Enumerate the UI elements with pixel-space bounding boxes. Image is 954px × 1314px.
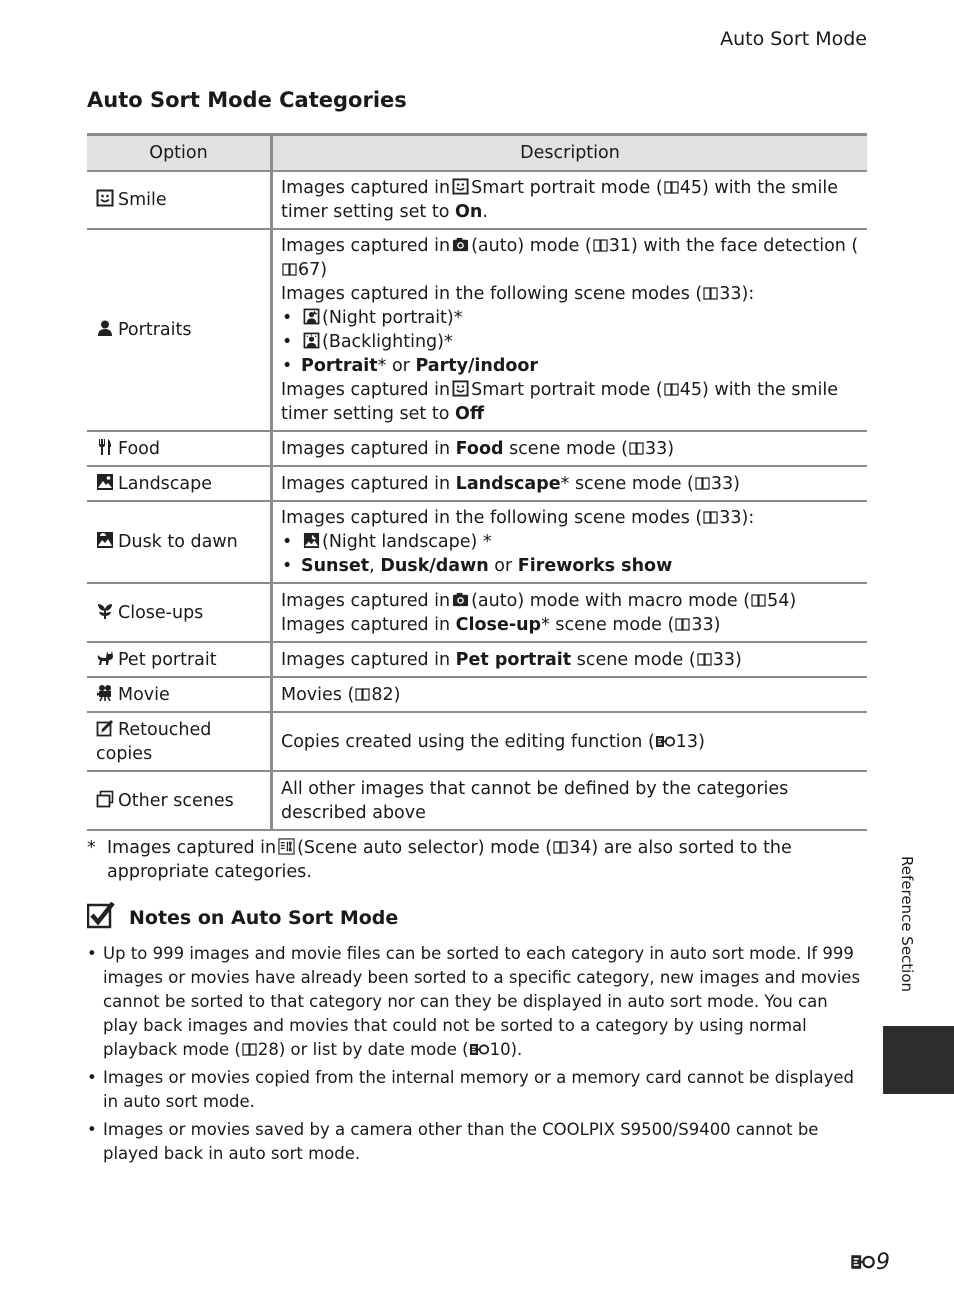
option-label: Movie (118, 684, 170, 705)
table-row (87, 466, 867, 501)
smile-portrait-icon (96, 189, 114, 207)
table-row (87, 229, 867, 431)
scene-mode-name: Close-up (455, 614, 542, 635)
book-ref-icon (751, 593, 766, 608)
book-ref-icon (593, 238, 608, 253)
description-text: Smart portrait mode ( (471, 380, 663, 400)
page-ref: 33 (645, 438, 668, 459)
option-label: Pet portrait (118, 649, 217, 670)
option-cell (87, 171, 272, 229)
camera-icon (452, 591, 469, 608)
option-cell (87, 677, 272, 712)
note-text: Images or movies copied from the internal memory or a memory card cannot be displayed in auto sort mode. (103, 1068, 854, 1111)
page-ref: 13 (675, 731, 699, 752)
column-header-option: Option (87, 135, 272, 172)
scene-mode-name: Sunset (301, 556, 370, 576)
option-cell (87, 771, 272, 830)
book-ref-icon (695, 476, 710, 491)
description-text: Images captured in (281, 178, 451, 198)
page-ref: 54 (767, 590, 790, 611)
description-text: ) (789, 590, 797, 611)
list-item (281, 306, 861, 330)
description-text: or (488, 556, 518, 576)
book-ref-icon (355, 687, 370, 702)
other-scenes-icon (96, 790, 114, 808)
option-cell (87, 642, 272, 677)
description-text: * scene mode ( (560, 473, 694, 494)
setting-value: Off (454, 404, 485, 424)
table-row (87, 642, 867, 677)
book-ref-icon (242, 1042, 257, 1057)
book-ref-icon (703, 286, 718, 301)
description-text: Images captured in (281, 614, 456, 635)
page-ref: 10 (489, 1040, 511, 1059)
table-row (87, 583, 867, 642)
scene-mode-name: Party/indoor (415, 356, 539, 376)
table-header-row (87, 135, 867, 172)
reference-section-icon (470, 1043, 489, 1056)
list-item (281, 554, 861, 578)
description-cell (272, 466, 868, 501)
description-cell (272, 229, 868, 431)
page-ref: 33 (719, 508, 742, 528)
list-item (281, 330, 861, 354)
page-ref: 33 (719, 284, 742, 304)
scene-mode-name: Portrait (301, 356, 378, 376)
note-text: Up to 999 images and movie files can be sorted to each category in auto sort mode. If 999 images or movies have already been sorted to a specific category, new images and movies cannot be sorted to that category nor can they be displayed in auto sort mode. You can play back images and movies that could not be sorted to a category by using normal playback mode ( (103, 944, 861, 1059)
food-icon (96, 438, 114, 456)
description-text: Images captured in (281, 473, 456, 494)
option-label: Retouched copies (96, 719, 212, 764)
categories-table (87, 133, 867, 831)
page-number (850, 1250, 890, 1275)
description-cell (272, 501, 868, 583)
note-text: ) or list by date mode ( (278, 1040, 469, 1059)
dusk-to-dawn-icon (96, 531, 114, 549)
description-text: , (369, 556, 381, 576)
list-item (281, 530, 861, 554)
page-ref: 28 (257, 1040, 279, 1059)
description-text: (Night portrait)* (322, 308, 463, 328)
notes-heading (87, 900, 867, 936)
scene-mode-name: Landscape (455, 473, 561, 494)
description-text: Smart portrait mode ( (471, 178, 663, 198)
option-label: Food (118, 438, 160, 459)
page-ref: 45 (679, 380, 702, 400)
list-item (87, 1066, 867, 1114)
book-ref-icon (553, 840, 568, 855)
scene-mode-name: Food (455, 438, 504, 459)
description-text: Images captured in (281, 438, 456, 459)
backlighting-icon (303, 332, 320, 349)
description-cell (272, 642, 868, 677)
option-label: Smile (118, 190, 167, 210)
option-cell (87, 501, 272, 583)
description-text: (Backlighting)* (322, 332, 453, 352)
scene-auto-selector-icon (278, 838, 295, 855)
description-cell (272, 677, 868, 712)
book-ref-icon (664, 180, 679, 195)
pet-portrait-icon (96, 649, 114, 667)
description-text: Images captured in (281, 236, 451, 256)
notes-section (87, 900, 867, 1170)
description-text: All other images that cannot be defined by the categories described above (281, 778, 789, 823)
running-head: Auto Sort Mode (720, 28, 867, 50)
description-cell (272, 171, 868, 229)
table-row (87, 431, 867, 466)
description-text: Images captured in (281, 590, 451, 611)
page-number-value: 9 (876, 1250, 890, 1275)
page-ref: 82 (371, 684, 394, 705)
book-ref-icon (282, 262, 297, 277)
option-cell (87, 712, 272, 771)
section-tab-marker (883, 1026, 954, 1094)
footnote-text: Images captured in (107, 838, 277, 858)
notes-title: Notes on Auto Sort Mode (129, 907, 399, 929)
description-text: scene mode ( (571, 649, 696, 670)
night-portrait-icon (303, 308, 320, 325)
page-ref: 34 (569, 838, 592, 858)
close-up-icon (96, 602, 114, 620)
section-side-label: Reference Section (898, 856, 916, 993)
option-label: Close-ups (118, 602, 204, 623)
list-item (87, 1118, 867, 1166)
column-header-description: Description (272, 135, 868, 172)
option-cell (87, 466, 272, 501)
footnote-mark: * (87, 838, 96, 858)
description-text: (auto) mode ( (471, 236, 592, 256)
option-label: Landscape (118, 473, 213, 494)
footnote-text: (Scene auto selector) mode ( (297, 838, 553, 858)
option-label: Portraits (118, 320, 192, 340)
movie-icon (96, 684, 114, 702)
note-text: ). (510, 1040, 523, 1059)
scene-mode-name: Dusk/dawn (380, 556, 489, 576)
description-text: Copies created using the editing function ( (281, 731, 655, 752)
description-text: ): (741, 284, 755, 304)
landscape-icon (96, 473, 114, 491)
page-ref: 45 (679, 178, 702, 198)
option-label: Other scenes (118, 790, 234, 811)
list-item (281, 354, 861, 378)
table-row (87, 171, 867, 229)
description-text: ) (667, 438, 675, 459)
portrait-icon (96, 319, 114, 337)
description-text: * scene mode ( (541, 614, 675, 635)
smile-portrait-icon (452, 178, 469, 195)
option-label: Dusk to dawn (118, 532, 238, 552)
setting-value: On (454, 202, 483, 222)
footnote-text: ) are also sorted to the appropriate categories. (107, 838, 792, 882)
description-text: ) with the smile timer setting set to (281, 380, 839, 424)
page-ref: 31 (608, 236, 632, 256)
footnote (87, 836, 847, 884)
option-cell (87, 583, 272, 642)
scene-mode-name: Pet portrait (455, 649, 572, 670)
description-text: ) (320, 260, 328, 280)
table-row (87, 677, 867, 712)
description-text: ) (698, 731, 705, 752)
book-ref-icon (664, 382, 679, 397)
checkmark-icon (87, 902, 115, 930)
night-landscape-icon (303, 532, 320, 549)
description-text: ) with the smile timer setting set to (281, 178, 839, 222)
description-text: scene mode ( (503, 438, 629, 459)
table-row (87, 712, 867, 771)
description-text: ) with the face detection ( (631, 236, 859, 256)
description-text: ) (733, 473, 740, 494)
list-item (87, 942, 867, 1062)
smile-portrait-icon (452, 380, 469, 397)
section-title: Auto Sort Mode Categories (87, 88, 407, 112)
book-ref-icon (629, 441, 644, 456)
description-cell (272, 431, 868, 466)
page-ref: 33 (691, 614, 714, 635)
option-cell (87, 431, 272, 466)
description-text: ) (734, 649, 742, 670)
table-row (87, 771, 867, 830)
reference-section-icon (656, 735, 675, 748)
table-row (87, 501, 867, 583)
description-text: Movies ( (281, 684, 355, 705)
description-cell (272, 712, 868, 771)
book-ref-icon (697, 652, 712, 667)
description-text: ): (741, 508, 755, 528)
description-cell (272, 771, 868, 830)
page-ref: 33 (710, 473, 734, 494)
description-text: * or (377, 356, 416, 376)
page-ref: 33 (712, 649, 735, 670)
description-text: (auto) mode with macro mode ( (471, 590, 751, 611)
notes-list (87, 942, 867, 1166)
book-ref-icon (675, 617, 690, 632)
description-text: . (482, 202, 488, 222)
note-text: Images or movies saved by a camera other than the COOLPIX S9500/S9400 cannot be played back in auto sort mode. (103, 1120, 819, 1163)
description-text: (Night landscape) * (322, 532, 492, 552)
camera-icon (452, 236, 469, 253)
description-text: ) (713, 614, 721, 635)
page-ref: 67 (298, 260, 321, 280)
description-text: Images captured in (281, 649, 456, 670)
description-text: Images captured in (281, 380, 451, 400)
description-text: ) (393, 684, 401, 705)
scene-mode-name: Fireworks show (517, 556, 673, 576)
description-text: Images captured in the following scene modes ( (281, 284, 703, 304)
retouched-icon (96, 719, 114, 737)
option-cell (87, 229, 272, 431)
reference-section-icon (851, 1254, 875, 1270)
description-cell (272, 583, 868, 642)
book-ref-icon (703, 510, 718, 525)
description-text: Images captured in the following scene modes ( (281, 508, 703, 528)
